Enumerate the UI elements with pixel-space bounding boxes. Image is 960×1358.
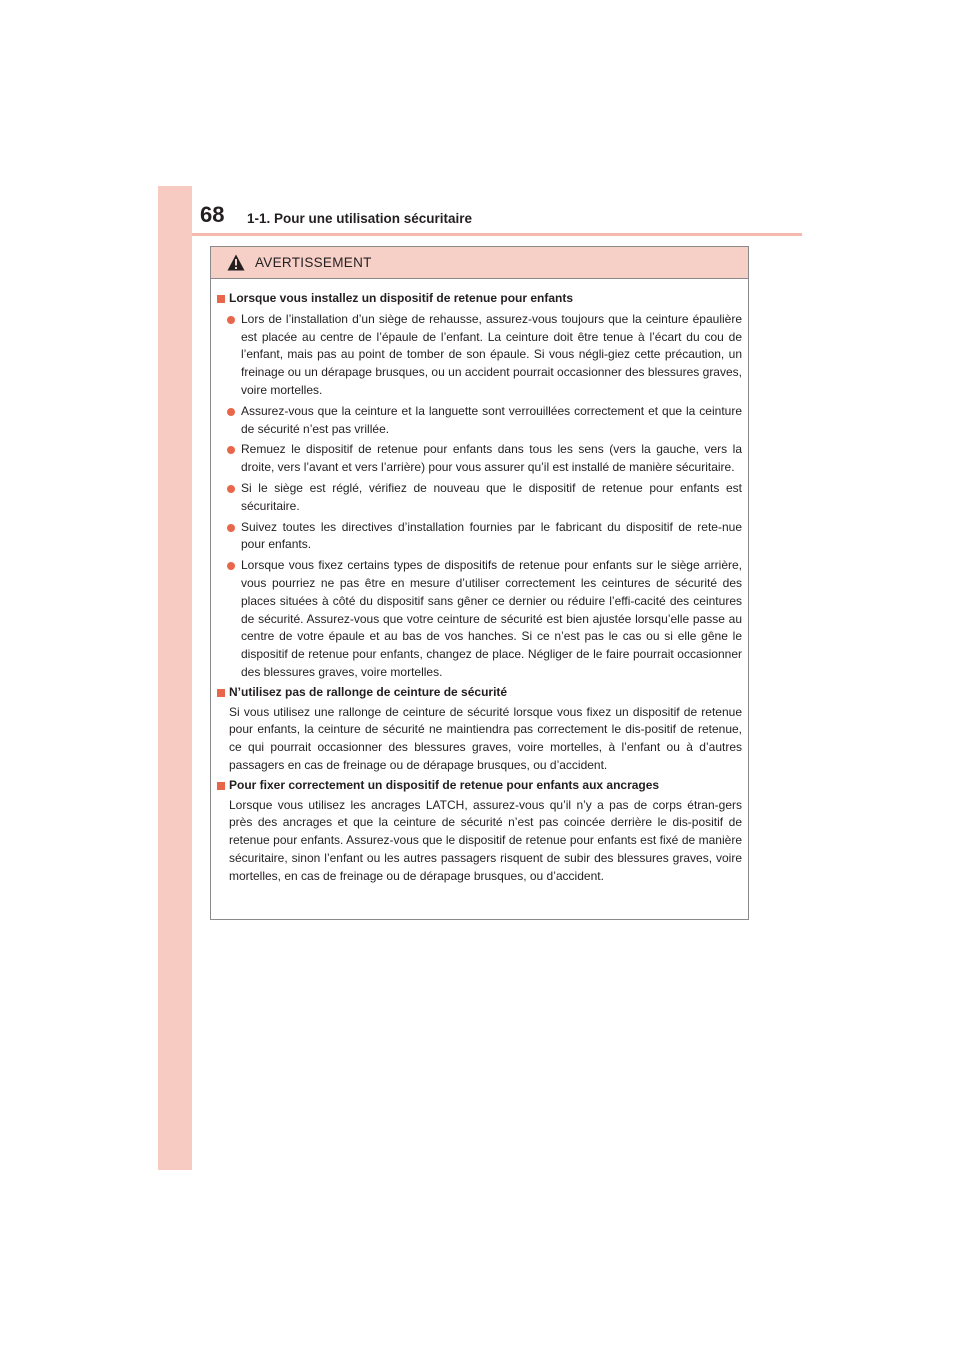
- page-number: 68: [200, 202, 225, 227]
- round-bullet-icon: [227, 408, 235, 416]
- list-item: [217, 480, 742, 516]
- list-item: [217, 311, 742, 400]
- square-bullet-icon: [217, 782, 225, 790]
- section-heading: [217, 290, 742, 308]
- section-title: 1-1. Pour une utilisation sécuritaire: [247, 211, 473, 226]
- list-item-text: Si le siège est réglé, vérifiez de nouveau que le dispositif de retenue pour enfants est sécuritaire.: [241, 480, 742, 513]
- section-heading: [217, 684, 742, 702]
- bullet-list: [217, 311, 742, 682]
- list-item-text: Suivez toutes les directives d’installation fournies par le fabricant du dispositif de rete-nue pour enfants.: [241, 519, 742, 552]
- warning-header: [211, 247, 748, 279]
- warning-content: [211, 279, 748, 886]
- warning-box: [210, 246, 749, 920]
- round-bullet-icon: [227, 524, 235, 532]
- header-divider: [192, 233, 802, 236]
- side-color-band: [158, 186, 192, 1170]
- list-item-text: Lorsque vous fixez certains types de dispositifs de retenue pour enfants sur le siège arrière, vous pourriez ne pas être en mesure d’utiliser correctement les ceintures de sécurité des places situées à côté du dispositif sans gêner ce dernier ou réduire l’effi-cacité des ceintures de sécurité. Assurez-vous que votre ceinture de sécurité est bien ajustée lorsqu’elle passe au centre de votre épaule et au bas de vos hanches. Si ce n’est pas le cas ou si elle gêne le dispositif de retenue pour enfants, changez de place. Négliger de le faire pourrait occasionner des blessures graves, voire mortelles.: [241, 558, 742, 679]
- warning-title: AVERTISSEMENT: [255, 255, 372, 270]
- round-bullet-icon: [227, 316, 235, 324]
- list-item: [217, 441, 742, 477]
- list-item-text: Remuez le dispositif de retenue pour enfants dans tous les sens (vers la gauche, vers la droite, vers l’avant et vers l’arrière) pour vous assurer qu’il est installé de manière sécuritaire.: [241, 442, 742, 475]
- section-heading-text: N’utilisez pas de rallonge de ceinture de sécurité: [229, 684, 508, 699]
- round-bullet-icon: [227, 485, 235, 493]
- list-item: [217, 519, 742, 555]
- list-item: [217, 557, 742, 682]
- list-item-text: Lors de l’installation d’un siège de rehausse, assurez-vous toujours que la ceinture épaulière est placée au centre de l’épaule de l’enfant. La ceinture doit être tenue à l’écart du cou de l’enfant, mais pas au point de tomber de son épaule. Si vous négli-giez cette précaution, un freinage ou un dérapage brusques, ou un accident pourrait occasionner des blessures graves, voire mortelles.: [241, 311, 742, 397]
- section-paragraph: Lorsque vous utilisez les ancrages LATCH, assurez-vous qu’il n’y a pas de corps étran-gers près des ancrages et que la ceinture de sécurité n’est pas coincée derrière le dis-positif de retenue pour enfants. Assurez-vous que le dispositif de retenue pour enfants est fixé de manière sécuritaire, sinon l’enfant ou les autres passagers risquent de subir des blessures graves, voire mortelles, en cas de freinage ou de dérapage brusques, ou d’accident.: [229, 797, 742, 883]
- warning-section-installation: [217, 290, 742, 682]
- warning-section-anchors: [217, 777, 742, 886]
- section-paragraph: Si vous utilisez une rallonge de ceinture de sécurité lorsque vous fixez un dispositif de retenue pour enfants, la ceinture de sécurité ne maintiendra pas correctement le dis-positif de retenue, ce qui pourrait occasionner des blessures graves, voire mortelles, à l’enfant ou à d’autres passagers en cas de freinage ou de dérapage brusques, ou d’accident.: [229, 704, 742, 772]
- section-heading: [217, 777, 742, 795]
- square-bullet-icon: [217, 295, 225, 303]
- square-bullet-icon: [217, 689, 225, 697]
- list-item: [217, 403, 742, 439]
- warning-triangle-icon: [227, 254, 245, 271]
- list-item-text: Assurez-vous que la ceinture et la languette sont verrouillées correctement et que la ceinture de sécurité n’est pas vrillée.: [241, 403, 742, 436]
- round-bullet-icon: [227, 446, 235, 454]
- warning-section-no-extender: [217, 684, 742, 775]
- section-heading-text: Pour fixer correctement un dispositif de retenue pour enfants aux ancrages: [229, 777, 660, 792]
- section-heading-text: Lorsque vous installez un dispositif de retenue pour enfants: [229, 291, 574, 305]
- round-bullet-icon: [227, 562, 235, 570]
